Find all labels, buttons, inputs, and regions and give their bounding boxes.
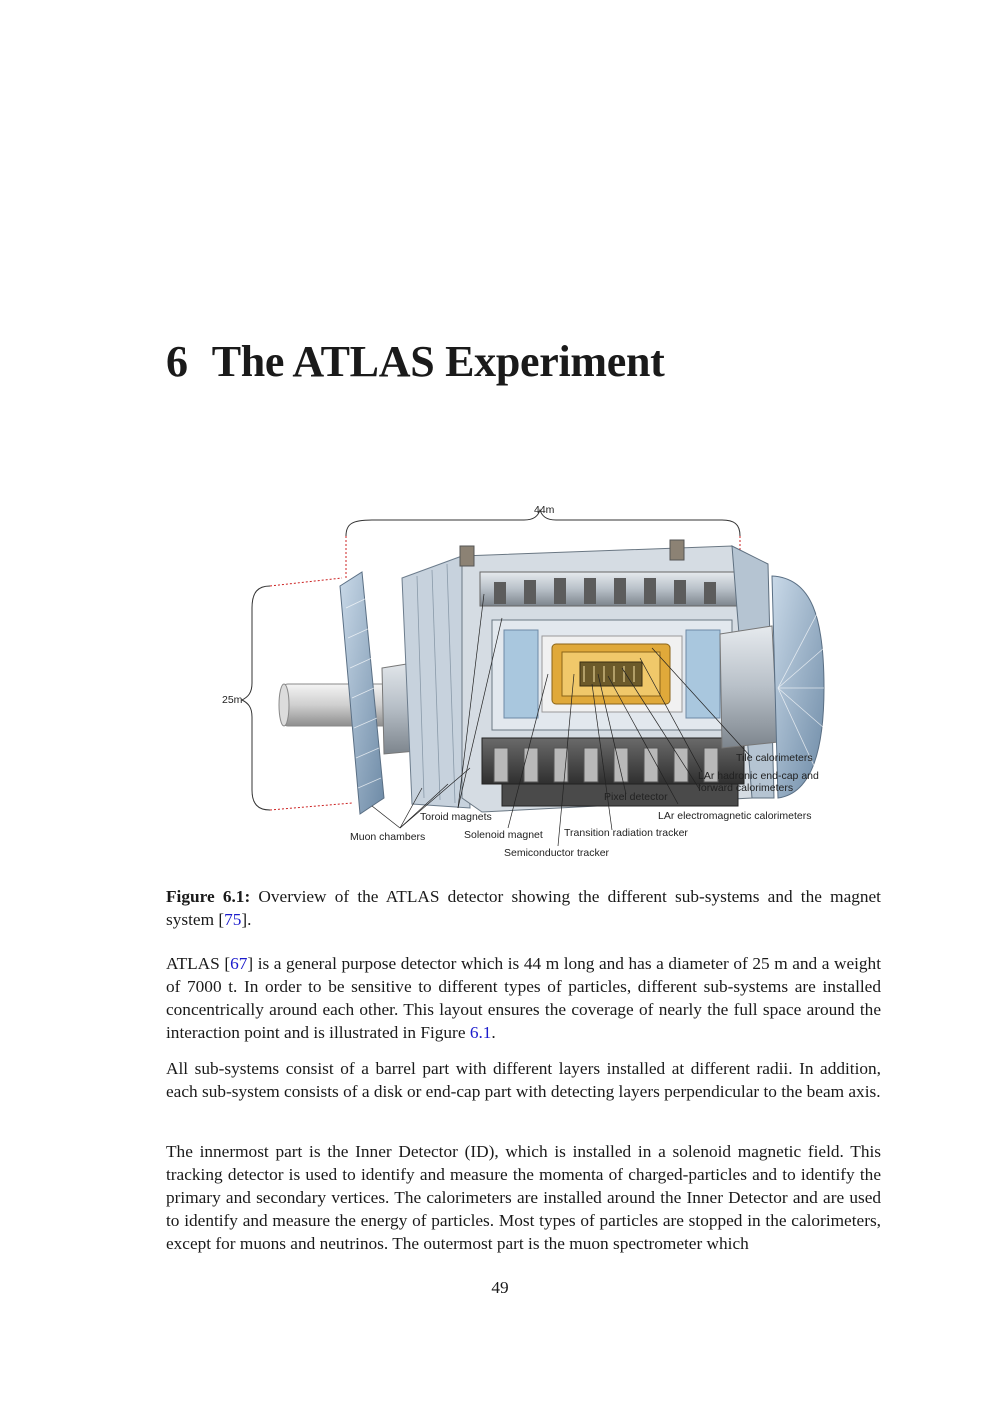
label-toroid-magnets: Toroid magnets	[420, 811, 492, 823]
label-solenoid-magnet: Solenoid magnet	[464, 829, 543, 841]
label-tile-calorimeters: Tile calorimeters	[736, 752, 813, 764]
atlas-detector-drawing	[212, 498, 832, 868]
paragraph-1-start: ATLAS [	[166, 954, 231, 973]
paragraph-1-end: .	[491, 1023, 496, 1042]
paragraph-3: The innermost part is the Inner Detector (ID), which is installed in a solenoid magnetic field. This tracking detector is used to identify and measure the momenta of charged-particles and to identify the primary and secondary vertices. The calorimeters are installed around the Inner Detector and are used to identify and measure the energy of particles. Most types of particles are stopped in the calorimeters, except for muons and neutrinos. The outermost part is the muon spectrometer which	[166, 1142, 881, 1253]
label-lar-hadronic-line1: LAr hadronic end-cap and	[698, 770, 819, 782]
chapter-title	[166, 336, 664, 387]
chapter-number: 6	[166, 337, 188, 386]
paragraph-1	[166, 952, 881, 1044]
paragraph-1-body: ] is a general purpose detector which is 44 m long and has a diameter of 25 m and a weight of 7000 t. In order to be sensitive to different types of particles, different sub-systems are installed concentrically around each other. This layout ensures the coverage of nearly the full space around the interaction point and is illustrated in Figure	[166, 954, 882, 1042]
citation-link[interactable]: 75	[224, 910, 242, 929]
label-pixel-detector: Pixel detector	[604, 791, 668, 803]
figure-caption-text: Overview of the ATLAS detector showing the different sub-systems and the magnet system [	[166, 887, 881, 929]
length-dimension-label: 44m	[534, 504, 555, 516]
figure-reference-link[interactable]: 6.1	[469, 1023, 492, 1042]
label-muon-chambers: Muon chambers	[350, 831, 426, 843]
label-lar-hadronic-line2: forward calorimeters	[698, 782, 794, 794]
height-dimension-label: 25m	[222, 694, 243, 706]
page-number: 49	[491, 1278, 509, 1297]
right-shielding	[720, 626, 778, 748]
atlas-detector-figure	[212, 498, 832, 868]
citation-link[interactable]: 67	[230, 954, 248, 973]
figure-caption-label: Figure 6.1:	[166, 887, 251, 906]
right-end-wheel	[772, 576, 824, 798]
figure-caption-end: ].	[241, 910, 252, 929]
paragraph-2: All sub-systems consist of a barrel part with different layers installed at different radii. In addition, each sub-system consists of a disk or end-cap part with detecting layers perpendicular to the beam axis.	[166, 1059, 881, 1101]
label-transition-radiation-tracker: Transition radiation tracker	[564, 827, 688, 839]
chapter-title-text: The ATLAS Experiment	[211, 337, 665, 386]
label-lar-electromagnetic: LAr electromagnetic calorimeters	[658, 810, 812, 822]
label-semiconductor-tracker: Semiconductor tracker	[504, 847, 610, 859]
figure-caption	[166, 885, 881, 931]
